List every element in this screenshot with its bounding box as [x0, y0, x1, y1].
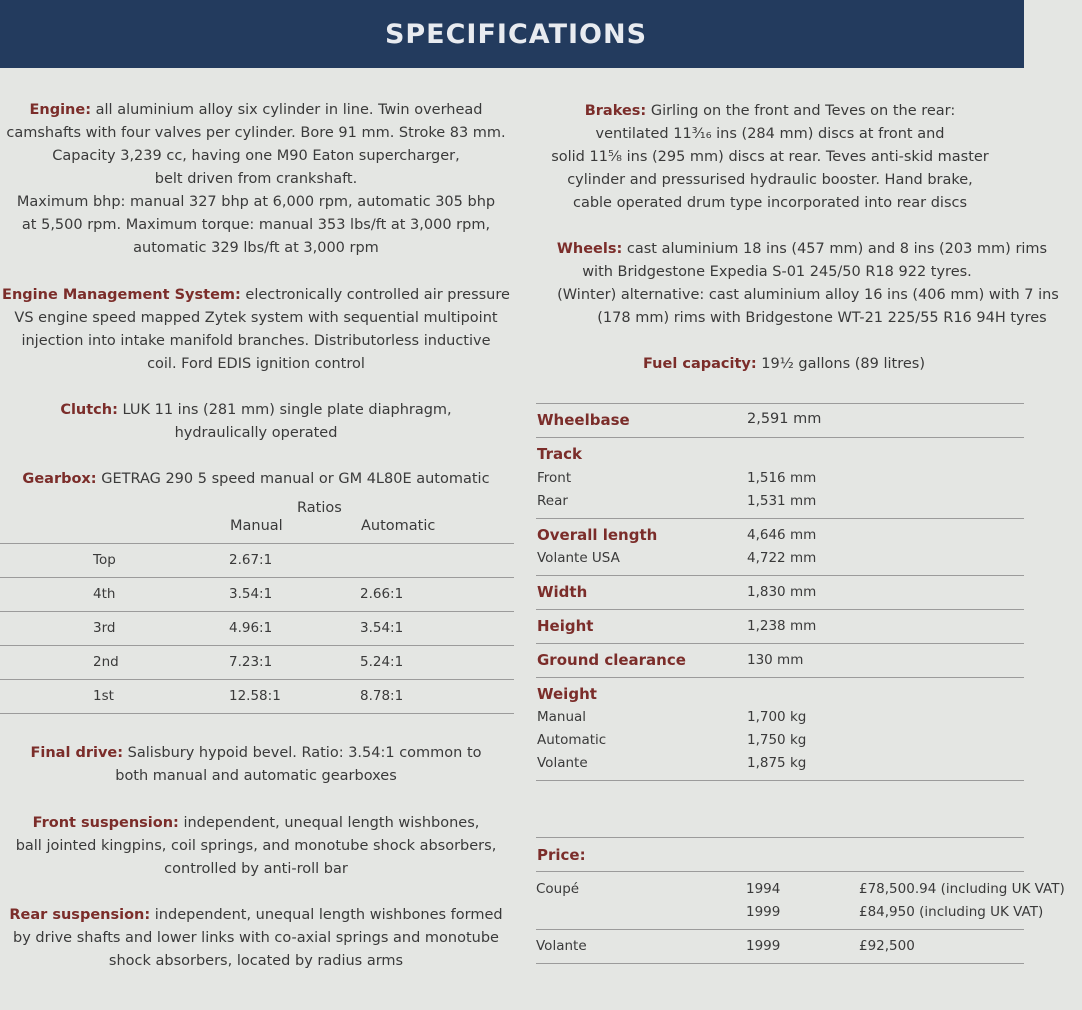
divider — [536, 677, 1024, 678]
price-volante-year: 1999 — [746, 938, 781, 954]
divider — [536, 929, 1024, 930]
rear-suspension-spec — [0, 904, 512, 973]
clutch-spec — [0, 399, 512, 445]
gearbox-spec — [0, 468, 512, 491]
divider — [536, 871, 1024, 872]
clutch-label: Clutch: — [60, 402, 118, 418]
front-suspension-spec — [0, 812, 512, 881]
table-row — [0, 578, 514, 612]
auto-cell: 3.54:1 — [360, 620, 404, 636]
divider — [536, 403, 1024, 404]
manual-cell: 4.96:1 — [229, 620, 273, 636]
weight-label: Weight — [537, 685, 597, 703]
divider — [536, 609, 1024, 610]
auto-cell: 5.24:1 — [360, 654, 404, 670]
final-drive-label: Final drive: — [30, 745, 124, 761]
wheelbase-value: 2,591 mm — [747, 411, 822, 427]
price-volante-label: Volante — [536, 938, 587, 954]
manual-cell: 7.23:1 — [229, 654, 273, 670]
clutch-line: hydraulically operated — [174, 425, 338, 441]
gearbox-label: Gearbox: — [22, 471, 97, 487]
manual-cell: 12.58:1 — [229, 688, 281, 704]
engine-label: Engine: — [29, 102, 92, 118]
fuel-label: Fuel capacity: — [643, 356, 757, 372]
wheels-label: Wheels: — [556, 241, 623, 257]
price-coupe-year: 1994 — [746, 881, 781, 897]
table-row — [0, 544, 514, 578]
track-front-label: Front — [537, 470, 572, 486]
price-label: Price: — [537, 846, 586, 864]
ems-line: injection into intake manifold branches. Distributorless inductive — [21, 333, 491, 349]
weight-volante-value: 1,875 kg — [747, 755, 807, 771]
gear-cell: 3rd — [93, 620, 116, 636]
engine-line: all aluminium alloy six cylinder in line. Twin overhead — [91, 102, 483, 118]
length-label: Overall length — [537, 526, 658, 544]
ems-label: Engine Management System: — [2, 287, 241, 303]
height-value: 1,238 mm — [747, 618, 817, 634]
front-suspension-line: independent, unequal length wishbones, — [178, 815, 480, 831]
engine-line: camshafts with four valves per cylinder. Bore 91 mm. Stroke 83 mm. — [6, 125, 506, 141]
track-label: Track — [537, 445, 582, 463]
weight-auto-value: 1,750 kg — [747, 732, 807, 748]
weight-auto-label: Automatic — [537, 732, 607, 748]
front-suspension-line: ball jointed kingpins, coil springs, and monotube shock absorbers, — [15, 838, 497, 854]
rear-suspension-label: Rear suspension: — [9, 907, 151, 923]
divider — [536, 963, 1024, 964]
wheels-line: cast aluminium 18 ins (457 mm) and 8 ins (203 mm) rims — [622, 241, 1048, 257]
engine-line: Maximum bhp: manual 327 bhp at 6,000 rpm, automatic 305 bhp — [16, 194, 496, 210]
brakes-label: Brakes: — [584, 103, 647, 119]
price-coupe-label: Coupé — [536, 881, 580, 897]
page-title: SPECIFICATIONS — [384, 18, 648, 50]
table-row — [0, 680, 514, 714]
height-label: Height — [537, 617, 594, 635]
wheels-spec — [532, 238, 1059, 330]
ratios-auto-header: Automatic — [361, 518, 436, 534]
engine-spec — [0, 99, 512, 260]
rear-suspension-line: independent, unequal length wishbones formed — [150, 907, 503, 923]
weight-manual-label: Manual — [537, 709, 587, 725]
wheels-line: with Bridgestone Expedia S-01 245/50 R18 922 tyres. — [582, 264, 972, 280]
length-volante-value: 4,722 mm — [747, 550, 817, 566]
price-coupe-value: £78,500.94 (including UK VAT) — [859, 881, 1065, 897]
ground-clearance-label: Ground clearance — [537, 651, 686, 669]
divider — [536, 518, 1024, 519]
weight-volante-label: Volante — [537, 755, 588, 771]
clutch-line: LUK 11 ins (281 mm) single plate diaphragm, — [117, 402, 452, 418]
gear-cell: 4th — [93, 586, 116, 602]
final-drive-line: Salisbury hypoid bevel. Ratio: 3.54:1 common to — [123, 745, 482, 761]
brakes-line: cable operated drum type incorporated into rear discs — [572, 195, 968, 211]
price-coupe-year: 1999 — [746, 904, 781, 920]
divider — [536, 837, 1024, 838]
ratios-manual-header: Manual — [230, 518, 283, 534]
ems-line: electronically controlled air pressure — [240, 287, 510, 303]
price-volante-value: £92,500 — [859, 938, 915, 954]
table-row — [0, 646, 514, 680]
ground-clearance-value: 130 mm — [747, 652, 804, 668]
length-value: 4,646 mm — [747, 527, 817, 543]
ratios-table — [0, 543, 514, 714]
brakes-line: Girling on the front and Teves on the rear: — [646, 103, 956, 119]
brakes-spec — [532, 100, 1024, 215]
ratios-header — [0, 500, 512, 544]
ems-line: coil. Ford EDIS ignition control — [147, 356, 365, 372]
final-drive-line: both manual and automatic gearboxes — [115, 768, 397, 784]
wheelbase-label: Wheelbase — [537, 411, 630, 429]
gear-cell: Top — [93, 552, 116, 568]
length-volante-label: Volante USA — [537, 550, 620, 566]
engine-line: automatic 329 lbs/ft at 3,000 rpm — [133, 240, 379, 256]
engine-line: Capacity 3,239 cc, having one M90 Eaton supercharger, — [52, 148, 460, 164]
page-header — [0, 0, 1024, 68]
ems-line: VS engine speed mapped Zytek system with sequential multipoint — [14, 310, 498, 326]
divider — [536, 643, 1024, 644]
rear-suspension-line: shock absorbers, located by radius arms — [108, 953, 404, 969]
ems-spec — [0, 284, 512, 376]
engine-line: belt driven from crankshaft. — [154, 171, 358, 187]
gear-cell: 2nd — [93, 654, 119, 670]
divider — [536, 575, 1024, 576]
brakes-line: solid 11⁵⁄₈ ins (295 mm) discs at rear. Teves anti-skid master — [551, 149, 989, 165]
final-drive-spec — [0, 742, 512, 788]
divider — [536, 780, 1024, 781]
fuel-spec — [532, 353, 1024, 376]
table-row — [0, 612, 514, 646]
front-suspension-line: controlled by anti-roll bar — [164, 861, 348, 877]
divider — [536, 437, 1024, 438]
track-rear-value: 1,531 mm — [747, 493, 817, 509]
wheels-line: (178 mm) rims with Bridgestone WT-21 225/55 R16 94H tyres — [597, 310, 1047, 326]
gearbox-line: GETRAG 290 5 speed manual or GM 4L80E automatic — [96, 471, 490, 487]
brakes-line: cylinder and pressurised hydraulic booster. Hand brake, — [567, 172, 973, 188]
ratios-title: Ratios — [297, 500, 342, 516]
weight-manual-value: 1,700 kg — [747, 709, 807, 725]
wheels-line: (Winter) alternative: cast aluminium alloy 16 ins (406 mm) with 7 ins — [557, 287, 1059, 303]
track-front-value: 1,516 mm — [747, 470, 817, 486]
brakes-line: ventilated 11³⁄₁₆ ins (284 mm) discs at front and — [595, 126, 945, 142]
width-value: 1,830 mm — [747, 584, 817, 600]
fuel-value: 19½ gallons (89 litres) — [756, 356, 925, 372]
manual-cell: 2.67:1 — [229, 552, 273, 568]
track-rear-label: Rear — [537, 493, 568, 509]
front-suspension-label: Front suspension: — [32, 815, 179, 831]
rear-suspension-line: by drive shafts and lower links with co-axial springs and monotube — [13, 930, 499, 946]
engine-line: at 5,500 rpm. Maximum torque: manual 353 lbs/ft at 3,000 rpm, — [21, 217, 491, 233]
width-label: Width — [537, 583, 588, 601]
auto-cell: 2.66:1 — [360, 586, 404, 602]
price-coupe-value: £84,950 (including UK VAT) — [859, 904, 1044, 920]
manual-cell: 3.54:1 — [229, 586, 273, 602]
gear-cell: 1st — [93, 688, 114, 704]
auto-cell: 8.78:1 — [360, 688, 404, 704]
